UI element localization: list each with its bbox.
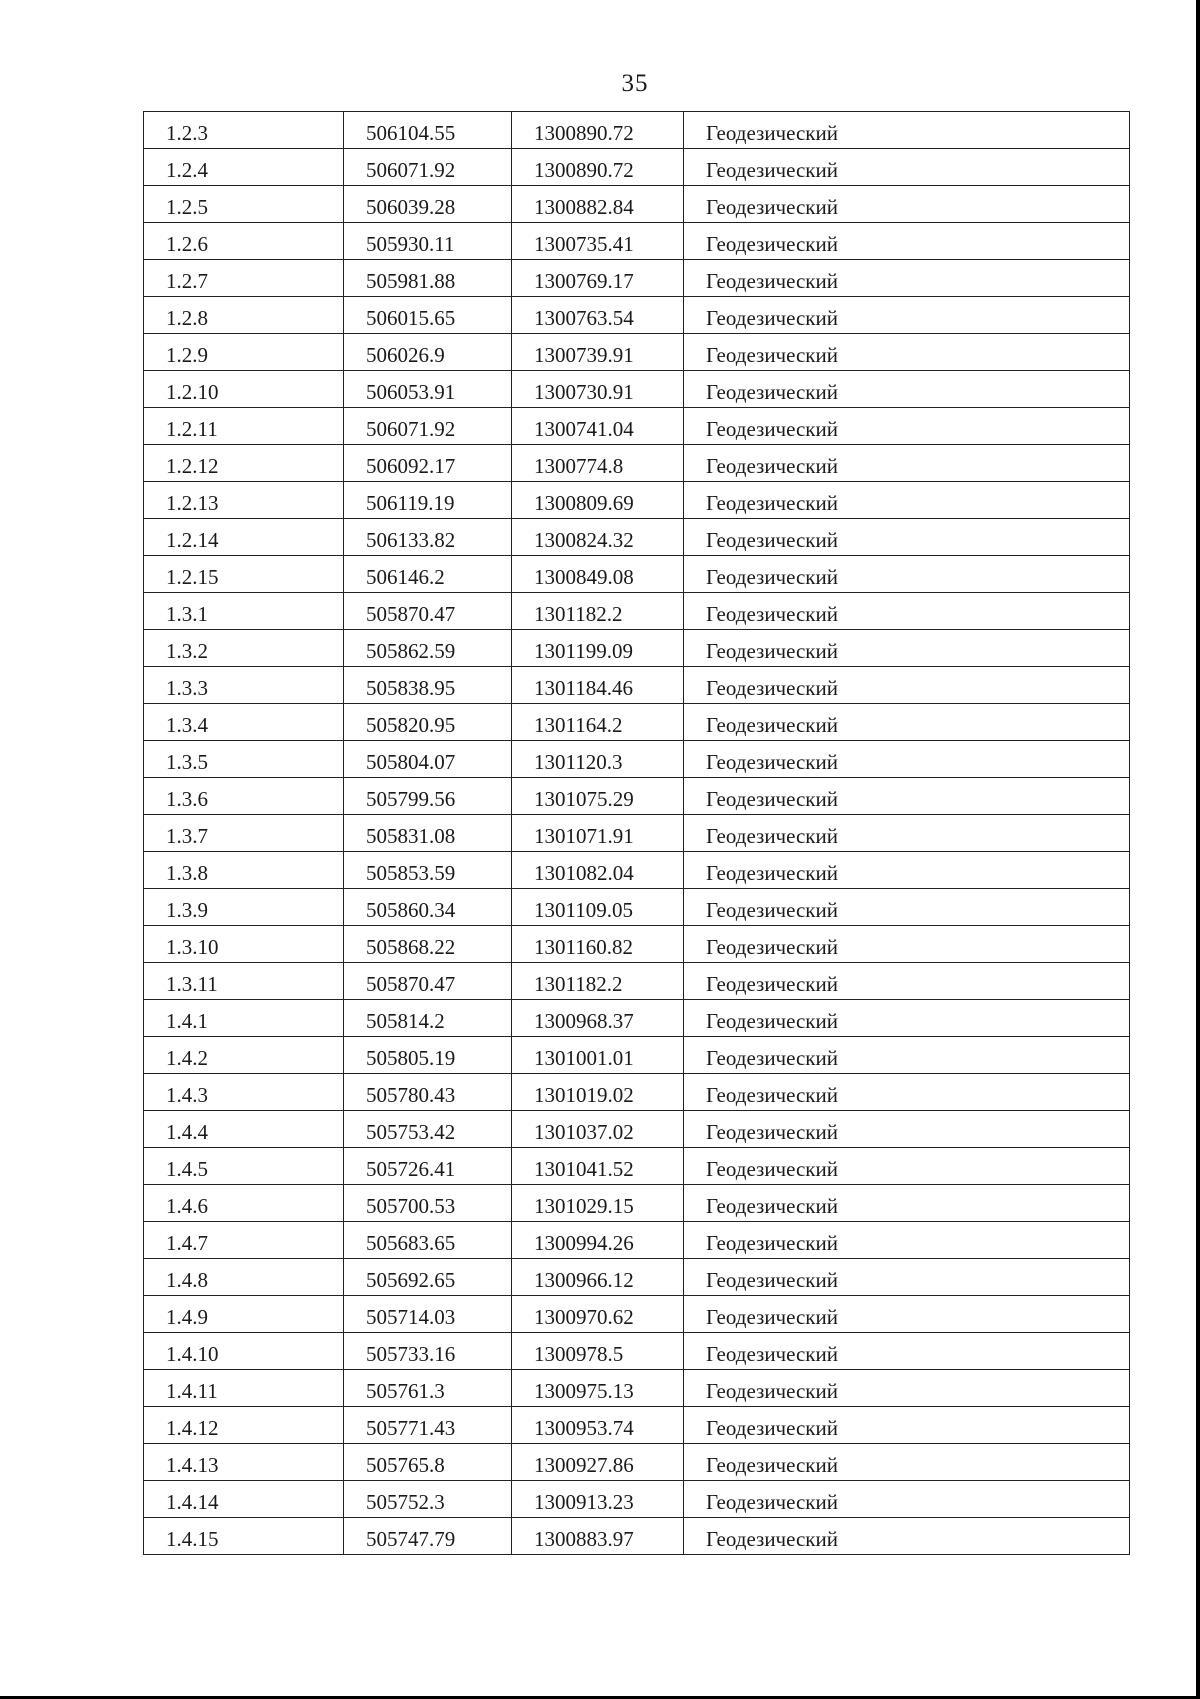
point-number-cell: 1.2.10 <box>144 371 344 408</box>
x-coordinate-cell: 505752.3 <box>344 1481 512 1518</box>
point-number-cell: 1.3.11 <box>144 963 344 1000</box>
y-coordinate-cell: 1300994.26 <box>512 1222 684 1259</box>
point-type-cell: Геодезический <box>684 223 1130 260</box>
point-number-cell: 1.2.15 <box>144 556 344 593</box>
coordinates-table-body <box>144 112 1130 1555</box>
y-coordinate-cell: 1301029.15 <box>512 1185 684 1222</box>
point-type-cell: Геодезический <box>684 593 1130 630</box>
table-row <box>144 630 1130 667</box>
x-coordinate-cell: 505753.42 <box>344 1111 512 1148</box>
point-number-cell: 1.4.3 <box>144 1074 344 1111</box>
point-type-cell: Геодезический <box>684 519 1130 556</box>
y-coordinate-cell: 1301071.91 <box>512 815 684 852</box>
x-coordinate-cell: 506119.19 <box>344 482 512 519</box>
table-row <box>144 149 1130 186</box>
y-coordinate-cell: 1300735.41 <box>512 223 684 260</box>
table-row <box>144 297 1130 334</box>
table-row <box>144 445 1130 482</box>
y-coordinate-cell: 1301182.2 <box>512 963 684 1000</box>
point-number-cell: 1.3.9 <box>144 889 344 926</box>
point-number-cell: 1.2.8 <box>144 297 344 334</box>
table-row <box>144 112 1130 149</box>
y-coordinate-cell: 1300824.32 <box>512 519 684 556</box>
point-type-cell: Геодезический <box>684 371 1130 408</box>
y-coordinate-cell: 1301041.52 <box>512 1148 684 1185</box>
x-coordinate-cell: 506133.82 <box>344 519 512 556</box>
page-border-right <box>1196 0 1200 1699</box>
y-coordinate-cell: 1301120.3 <box>512 741 684 778</box>
point-type-cell: Геодезический <box>684 1481 1130 1518</box>
point-number-cell: 1.4.14 <box>144 1481 344 1518</box>
table-row <box>144 334 1130 371</box>
x-coordinate-cell: 506092.17 <box>344 445 512 482</box>
x-coordinate-cell: 506015.65 <box>344 297 512 334</box>
table-row <box>144 1407 1130 1444</box>
point-number-cell: 1.2.11 <box>144 408 344 445</box>
y-coordinate-cell: 1300849.08 <box>512 556 684 593</box>
table-row <box>144 704 1130 741</box>
x-coordinate-cell: 505747.79 <box>344 1518 512 1555</box>
point-type-cell: Геодезический <box>684 667 1130 704</box>
point-type-cell: Геодезический <box>684 1037 1130 1074</box>
x-coordinate-cell: 505862.59 <box>344 630 512 667</box>
x-coordinate-cell: 505838.95 <box>344 667 512 704</box>
x-coordinate-cell: 505726.41 <box>344 1148 512 1185</box>
point-type-cell: Геодезический <box>684 186 1130 223</box>
x-coordinate-cell: 506146.2 <box>344 556 512 593</box>
point-number-cell: 1.4.13 <box>144 1444 344 1481</box>
point-number-cell: 1.4.8 <box>144 1259 344 1296</box>
table-row <box>144 1370 1130 1407</box>
point-number-cell: 1.2.14 <box>144 519 344 556</box>
y-coordinate-cell: 1300970.62 <box>512 1296 684 1333</box>
table-row <box>144 371 1130 408</box>
point-type-cell: Геодезический <box>684 408 1130 445</box>
point-type-cell: Геодезический <box>684 1296 1130 1333</box>
point-number-cell: 1.3.1 <box>144 593 344 630</box>
y-coordinate-cell: 1300730.91 <box>512 371 684 408</box>
table-row <box>144 260 1130 297</box>
table-row <box>144 889 1130 926</box>
table-row <box>144 408 1130 445</box>
x-coordinate-cell: 505868.22 <box>344 926 512 963</box>
x-coordinate-cell: 505831.08 <box>344 815 512 852</box>
table-row <box>144 926 1130 963</box>
table-row <box>144 1222 1130 1259</box>
x-coordinate-cell: 505799.56 <box>344 778 512 815</box>
point-type-cell: Геодезический <box>684 482 1130 519</box>
table-row <box>144 1259 1130 1296</box>
x-coordinate-cell: 505692.65 <box>344 1259 512 1296</box>
point-number-cell: 1.4.12 <box>144 1407 344 1444</box>
y-coordinate-cell: 1301001.01 <box>512 1037 684 1074</box>
point-number-cell: 1.4.10 <box>144 1333 344 1370</box>
y-coordinate-cell: 1301199.09 <box>512 630 684 667</box>
point-number-cell: 1.2.7 <box>144 260 344 297</box>
x-coordinate-cell: 505930.11 <box>344 223 512 260</box>
point-number-cell: 1.2.9 <box>144 334 344 371</box>
x-coordinate-cell: 505780.43 <box>344 1074 512 1111</box>
point-type-cell: Геодезический <box>684 926 1130 963</box>
point-number-cell: 1.2.12 <box>144 445 344 482</box>
x-coordinate-cell: 505765.8 <box>344 1444 512 1481</box>
table-row <box>144 593 1130 630</box>
x-coordinate-cell: 505761.3 <box>344 1370 512 1407</box>
table-row <box>144 667 1130 704</box>
y-coordinate-cell: 1300890.72 <box>512 149 684 186</box>
point-number-cell: 1.2.13 <box>144 482 344 519</box>
point-number-cell: 1.4.15 <box>144 1518 344 1555</box>
point-type-cell: Геодезический <box>684 1000 1130 1037</box>
point-type-cell: Геодезический <box>684 1185 1130 1222</box>
point-number-cell: 1.2.4 <box>144 149 344 186</box>
y-coordinate-cell: 1300913.23 <box>512 1481 684 1518</box>
point-number-cell: 1.2.5 <box>144 186 344 223</box>
table-row <box>144 1333 1130 1370</box>
table-row <box>144 741 1130 778</box>
table-row <box>144 963 1130 1000</box>
point-type-cell: Геодезический <box>684 1444 1130 1481</box>
y-coordinate-cell: 1300774.8 <box>512 445 684 482</box>
table-row <box>144 1037 1130 1074</box>
point-number-cell: 1.3.6 <box>144 778 344 815</box>
point-number-cell: 1.3.3 <box>144 667 344 704</box>
y-coordinate-cell: 1300769.17 <box>512 260 684 297</box>
point-type-cell: Геодезический <box>684 852 1130 889</box>
y-coordinate-cell: 1300882.84 <box>512 186 684 223</box>
point-number-cell: 1.4.9 <box>144 1296 344 1333</box>
point-number-cell: 1.4.2 <box>144 1037 344 1074</box>
table-row <box>144 1296 1130 1333</box>
table-row <box>144 556 1130 593</box>
point-number-cell: 1.4.5 <box>144 1148 344 1185</box>
y-coordinate-cell: 1300927.86 <box>512 1444 684 1481</box>
table-row <box>144 519 1130 556</box>
point-number-cell: 1.3.8 <box>144 852 344 889</box>
x-coordinate-cell: 505814.2 <box>344 1000 512 1037</box>
table-row <box>144 815 1130 852</box>
table-row <box>144 223 1130 260</box>
x-coordinate-cell: 506071.92 <box>344 408 512 445</box>
x-coordinate-cell: 505820.95 <box>344 704 512 741</box>
point-type-cell: Геодезический <box>684 297 1130 334</box>
y-coordinate-cell: 1301082.04 <box>512 852 684 889</box>
point-type-cell: Геодезический <box>684 556 1130 593</box>
point-number-cell: 1.4.1 <box>144 1000 344 1037</box>
point-type-cell: Геодезический <box>684 630 1130 667</box>
point-type-cell: Геодезический <box>684 815 1130 852</box>
table-row <box>144 186 1130 223</box>
y-coordinate-cell: 1301164.2 <box>512 704 684 741</box>
y-coordinate-cell: 1300975.13 <box>512 1370 684 1407</box>
x-coordinate-cell: 505733.16 <box>344 1333 512 1370</box>
point-type-cell: Геодезический <box>684 1370 1130 1407</box>
y-coordinate-cell: 1301075.29 <box>512 778 684 815</box>
table-row <box>144 1185 1130 1222</box>
x-coordinate-cell: 505804.07 <box>344 741 512 778</box>
point-type-cell: Геодезический <box>684 112 1130 149</box>
point-type-cell: Геодезический <box>684 1074 1130 1111</box>
point-type-cell: Геодезический <box>684 334 1130 371</box>
coordinates-table <box>143 111 1130 1555</box>
x-coordinate-cell: 506071.92 <box>344 149 512 186</box>
x-coordinate-cell: 505805.19 <box>344 1037 512 1074</box>
table-row <box>144 1074 1130 1111</box>
point-type-cell: Геодезический <box>684 1148 1130 1185</box>
table-row <box>144 1481 1130 1518</box>
point-number-cell: 1.3.10 <box>144 926 344 963</box>
y-coordinate-cell: 1300890.72 <box>512 112 684 149</box>
point-type-cell: Геодезический <box>684 704 1130 741</box>
y-coordinate-cell: 1300978.5 <box>512 1333 684 1370</box>
x-coordinate-cell: 506026.9 <box>344 334 512 371</box>
point-type-cell: Геодезический <box>684 149 1130 186</box>
y-coordinate-cell: 1300809.69 <box>512 482 684 519</box>
y-coordinate-cell: 1300741.04 <box>512 408 684 445</box>
table-row <box>144 778 1130 815</box>
x-coordinate-cell: 505683.65 <box>344 1222 512 1259</box>
x-coordinate-cell: 505870.47 <box>344 963 512 1000</box>
point-type-cell: Геодезический <box>684 1259 1130 1296</box>
y-coordinate-cell: 1300968.37 <box>512 1000 684 1037</box>
table-row <box>144 852 1130 889</box>
point-number-cell: 1.3.7 <box>144 815 344 852</box>
point-type-cell: Геодезический <box>684 260 1130 297</box>
y-coordinate-cell: 1300953.74 <box>512 1407 684 1444</box>
point-type-cell: Геодезический <box>684 741 1130 778</box>
y-coordinate-cell: 1301109.05 <box>512 889 684 926</box>
point-type-cell: Геодезический <box>684 1333 1130 1370</box>
point-type-cell: Геодезический <box>684 445 1130 482</box>
y-coordinate-cell: 1300739.91 <box>512 334 684 371</box>
x-coordinate-cell: 505860.34 <box>344 889 512 926</box>
point-type-cell: Геодезический <box>684 778 1130 815</box>
x-coordinate-cell: 505870.47 <box>344 593 512 630</box>
point-number-cell: 1.4.4 <box>144 1111 344 1148</box>
x-coordinate-cell: 505853.59 <box>344 852 512 889</box>
point-type-cell: Геодезический <box>684 1222 1130 1259</box>
page-number: 35 <box>621 70 649 97</box>
x-coordinate-cell: 506039.28 <box>344 186 512 223</box>
table-row <box>144 1148 1130 1185</box>
point-type-cell: Геодезический <box>684 1111 1130 1148</box>
y-coordinate-cell: 1300763.54 <box>512 297 684 334</box>
x-coordinate-cell: 506053.91 <box>344 371 512 408</box>
point-number-cell: 1.3.4 <box>144 704 344 741</box>
point-number-cell: 1.4.11 <box>144 1370 344 1407</box>
point-number-cell: 1.4.7 <box>144 1222 344 1259</box>
point-number-cell: 1.2.3 <box>144 112 344 149</box>
point-number-cell: 1.2.6 <box>144 223 344 260</box>
x-coordinate-cell: 505981.88 <box>344 260 512 297</box>
y-coordinate-cell: 1301184.46 <box>512 667 684 704</box>
point-type-cell: Геодезический <box>684 1407 1130 1444</box>
y-coordinate-cell: 1301019.02 <box>512 1074 684 1111</box>
point-number-cell: 1.3.2 <box>144 630 344 667</box>
y-coordinate-cell: 1301160.82 <box>512 926 684 963</box>
x-coordinate-cell: 505700.53 <box>344 1185 512 1222</box>
x-coordinate-cell: 505714.03 <box>344 1296 512 1333</box>
point-number-cell: 1.3.5 <box>144 741 344 778</box>
point-type-cell: Геодезический <box>684 1518 1130 1555</box>
table-row <box>144 1444 1130 1481</box>
table-row <box>144 1000 1130 1037</box>
table-row <box>144 482 1130 519</box>
table-row <box>144 1111 1130 1148</box>
x-coordinate-cell: 506104.55 <box>344 112 512 149</box>
y-coordinate-cell: 1300883.97 <box>512 1518 684 1555</box>
point-number-cell: 1.4.6 <box>144 1185 344 1222</box>
y-coordinate-cell: 1301037.02 <box>512 1111 684 1148</box>
x-coordinate-cell: 505771.43 <box>344 1407 512 1444</box>
y-coordinate-cell: 1300966.12 <box>512 1259 684 1296</box>
y-coordinate-cell: 1301182.2 <box>512 593 684 630</box>
point-type-cell: Геодезический <box>684 963 1130 1000</box>
point-type-cell: Геодезический <box>684 889 1130 926</box>
table-row <box>144 1518 1130 1555</box>
